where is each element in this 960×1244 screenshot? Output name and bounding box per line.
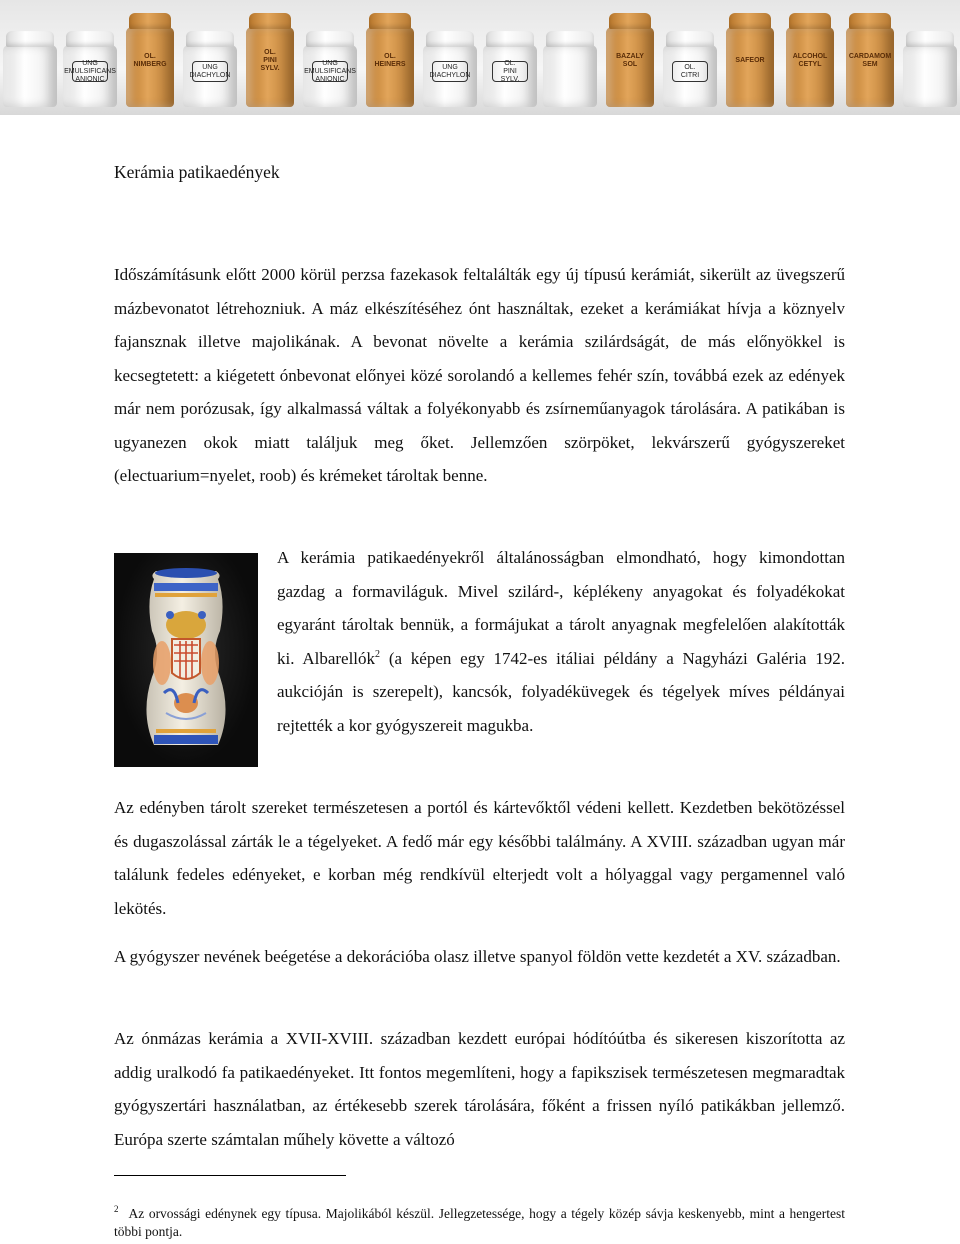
jar-lid [186, 31, 234, 47]
footnote-reference[interactable]: 2 [375, 648, 381, 660]
jar-label: OL. NIMBERG [133, 53, 167, 69]
jar-lid [249, 13, 291, 29]
jar-label: OL. HEINERS [374, 53, 406, 69]
apothecary-jar [483, 45, 537, 107]
jar-label: OL. CITRI [672, 61, 709, 82]
jar-lid [609, 13, 651, 29]
jar-label: UNG DIACHYLON [192, 61, 229, 82]
apothecary-jar [786, 27, 834, 107]
jar-label: UNG EMULSIFICANS ANIONIC [64, 59, 116, 83]
jar-label: OL. PINI SYLV. [492, 61, 529, 82]
jar-label: UNG EMULSIFICANS ANIONIC [304, 59, 356, 83]
apothecary-jar [183, 45, 237, 107]
apothecary-jar [3, 45, 57, 107]
footnote [114, 1205, 845, 1241]
apothecary-jar [543, 45, 597, 107]
apothecary-jar [246, 27, 294, 107]
jar-label: ALCOHOL CETYL [792, 53, 828, 69]
albarello-vase-image [114, 553, 258, 767]
jar-lid [129, 13, 171, 29]
jar-lid [666, 31, 714, 47]
albarello-text-after: (a képen egy 1742-es itáliai példány a Nagyházi Galéria 192. aukcióján is szerepelt), kancsók, folyadéküvegek és tégelyek míves példányai rejtették a kor gyógyszereit magukba. [277, 648, 846, 735]
apothecary-jar [903, 45, 957, 107]
jar-lid [546, 31, 594, 47]
footnote-marker: 2 [114, 1204, 119, 1214]
intro-paragraph: Időszámításunk előtt 2000 körül perzsa fazekasok feltalálták egy új típusú kerámiát, sikerült az üvegszerű mázbevonatot létrehozniuk. A máz elkészítéséhez ónt használtak, ezeket a kerámiákat hívja a köznyelv fajansznak illetve majolikának. A bevonat növelte a kerámia szilárdságát, de más előnyökkel is kecsegtetett: a kiégetett ónbevonat előnyei közé sorolandó a kellemes fehér szín, továbbá ezek az edények már nem porózusak, így alkalmassá váltak a folyékonyabb és zsírneműanyagok tárolására. A patikában is ugyanezen okok miatt találjuk meg őket. Jellemzően szörpöket, lekvárszerű gyógyszereket (electuarium=nyelet, roob) és krémeket tároltak benne. [114, 265, 845, 485]
jar-lid [486, 31, 534, 47]
apothecary-jar [366, 27, 414, 107]
jar-lid [306, 31, 354, 47]
jar-lid [849, 13, 891, 29]
jar-lid [906, 31, 954, 47]
jar-lid [369, 13, 411, 29]
footnote-divider [114, 1175, 346, 1176]
albarello-photo [114, 553, 258, 767]
jar-lid [789, 13, 831, 29]
apothecary-jar [726, 27, 774, 107]
jar-lid [729, 13, 771, 29]
name-burning-paragraph: A gyógyszer nevének beégetése a dekorációba olasz illetve spanyol földön vette kezdetét a XV. században. [114, 947, 841, 966]
jar-lid [66, 31, 114, 47]
footnote-text: Az orvossági edénynek egy típusa. Majolikából készül. Jellegzetessége, hogy a tégely közép sávja keskenyebb, mint a hengertest többi pontja. [114, 1206, 845, 1239]
page-title: Kerámia patikaedények [114, 162, 280, 182]
apothecary-jar [423, 45, 477, 107]
albarello-paragraph [277, 541, 845, 742]
jar-lid [426, 31, 474, 47]
jar-label: UNG DIACHYLON [432, 61, 469, 82]
apothecary-jar [63, 45, 117, 107]
jar-label: CARDAMOM SEM [848, 53, 892, 69]
albarello-text-before: A kerámia patikaedényekről általánosságban elmondható, hogy kimondottan gazdag a formaviláguk. Mivel szilárd-, képlékeny anyagokat és folyadékokat egyaránt tároltak bennük, a formájukat a tárolt anyagnak megfelelően alakították ki. Albarellók [277, 548, 845, 668]
apothecary-jar [846, 27, 894, 107]
apothecary-jar [126, 27, 174, 107]
storage-paragraph: Az edényben tárolt szereket természetesen a portól és kártevőktől védeni kellett. Kezdetben bekötözéssel és dugaszolással zárták le a tégelyeket. A fedő már egy későbbi találmány. A XVIII. században ugyan már találunk fedeles edényeket, e korban még rendkívül elterjedt volt a hólyaggal vagy pergamennel való lekötés. [114, 798, 845, 918]
apothecary-jar [606, 27, 654, 107]
jar-label: BAZALY SOL [616, 53, 644, 69]
tin-glaze-paragraph: Az ónmázas kerámia a XVII-XVIII. században kezdett európai hódítóútba és sikeresen kiszorította az addig uralkodó fa patikaedényeket. Itt fontos megemlíteni, hogy a fapikszisek természetesen megmaradtak gyógyszertári használatban, az értékesebb szerek tárolására, főként a frissen nyíló patikákban jellemző. Európa szerte számtalan műhely követte a változó [114, 1029, 845, 1149]
jar-label: SAFEOR [735, 57, 765, 65]
jar-label: OL. PINI SYLV. [260, 49, 280, 73]
jar-lid [6, 31, 54, 47]
apothecary-jar [303, 45, 357, 107]
header-banner-image [0, 0, 960, 115]
apothecary-jar [663, 45, 717, 107]
